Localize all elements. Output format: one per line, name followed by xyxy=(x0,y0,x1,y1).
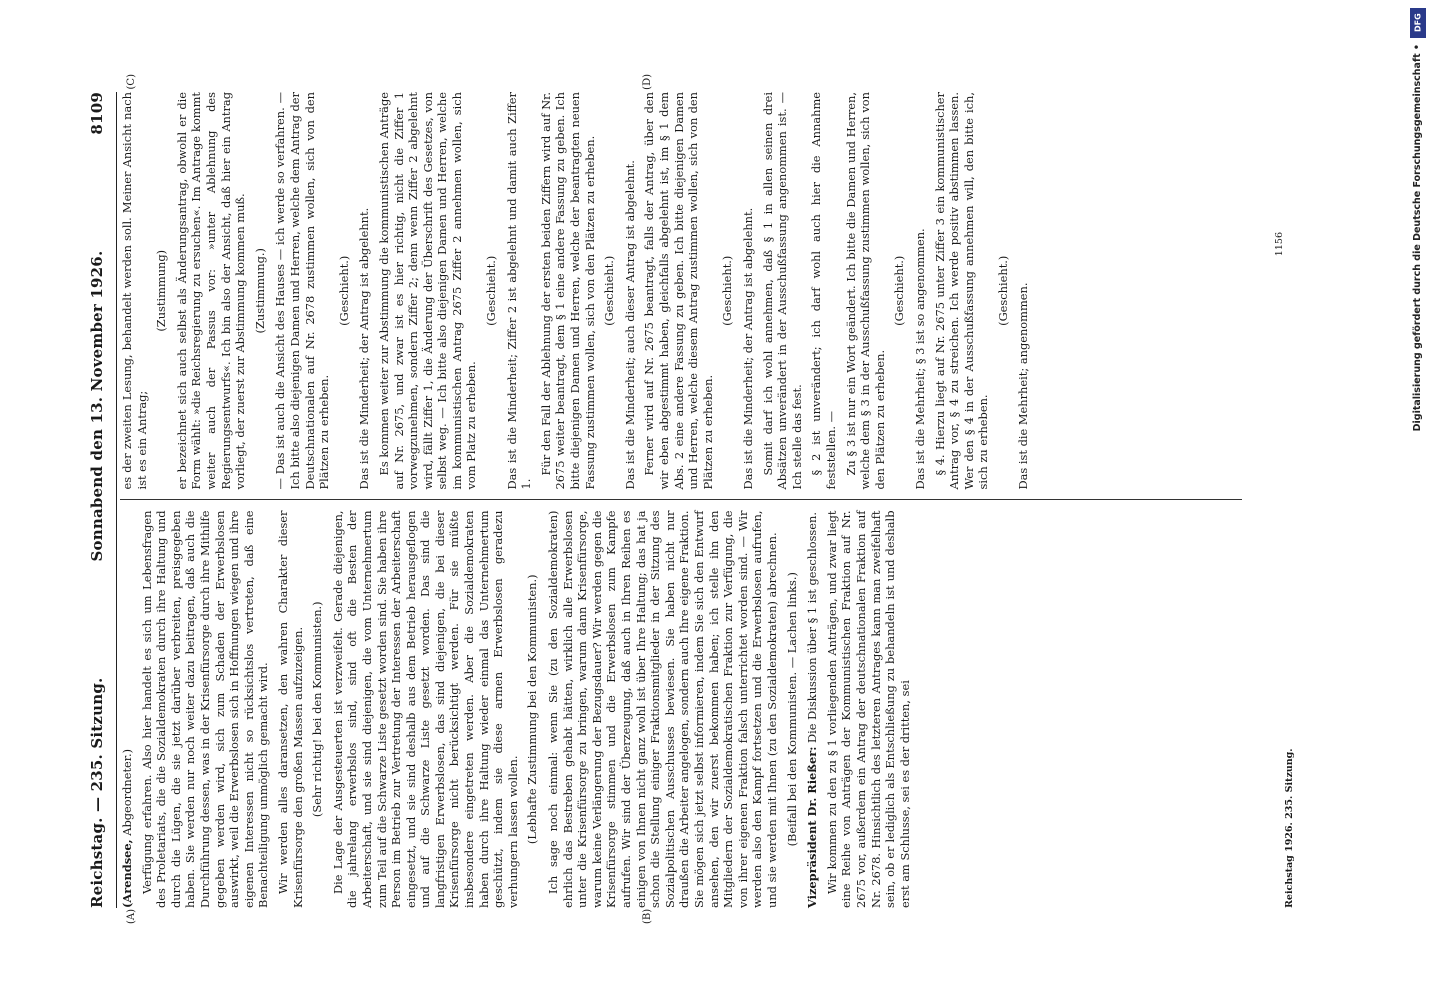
paragraph: Es kommen weiter zur Abstimmung die kommunistischen Anträge auf Nr. 2675, und zwar ist es hier richtig, nicht die Ziffer 1 vorwegzunehmen, sondern Ziffer 2; denn wenn Ziffer 2 abgelehnt wird, fällt Ziffer 1, die Änderung der Überschrift des Gesetzes, von selbst weg. — Ich bitte also diejenigen Damen und Herren, welche im kommunistischen Antrag 2675 Ziffer 2 annehmen wollen, sich vom Platz zu erheben. xyxy=(376,92,479,490)
speaker-paragraph xyxy=(120,511,135,909)
paragraph: Das ist die Minderheit; der Antrag ist abgelehnt. xyxy=(740,207,755,490)
paragraph: Somit darf ich wohl annehmen, daß § 1 in allen seinen drei Absätzen unverändert in der Ausschußfassung angenommen ist. — Ich stelle das fest. xyxy=(760,92,804,490)
margin-marker-c: (C) xyxy=(126,74,137,90)
stage-direction: (Geschieht.) xyxy=(336,255,351,326)
stage-direction: (Sehr richtig! bei den Kommunisten.) xyxy=(310,601,325,818)
paragraph: Das ist die Minderheit; der Antrag ist abgelehnt. xyxy=(357,207,372,490)
right-column xyxy=(120,92,1242,490)
paragraph: Zu § 3 ist nur ein Wort geändert. Ich bitte die Damen und Herren, welche dem § 3 in der Ausschußfassung zustimmen wollen, sich von den Plätzen zu erheben. xyxy=(843,92,887,490)
header-left: Reichstag. — 235. Sitzung. xyxy=(88,677,106,908)
margin-marker-d: (D) xyxy=(642,74,653,90)
stage-direction: (Beifall bei den Kommunisten. — Lachen links.) xyxy=(784,572,799,847)
paragraph: Wir werden alles daransetzen, den wahren Charakter dieser Krisenfürsorge den großen Massen aufzuzeigen. xyxy=(275,510,305,908)
paragraph: Für den Fall der Ablehnung der ersten beiden Ziffern wird auf Nr. 2675 weiter beantragt, dem § 1 eine andere Fassung zu geben. Ich bitte diejenigen Damen und Herren, welche der beantragten neuen Fassung zustimmen wollen, sich von den Plätzen zu erheben. xyxy=(538,92,597,490)
stage-direction: (Geschieht.) xyxy=(995,255,1010,326)
paragraph: § 2 ist unverändert; ich darf wohl auch hier die Annahme feststellen. — xyxy=(809,92,838,490)
paragraph: Das ist die Minderheit; Ziffer 2 ist abgelehnt und damit auch Ziffer 1. xyxy=(504,92,534,490)
stage-direction: (Zustimmung) xyxy=(154,249,169,332)
paragraph: Wir kommen zu den zu § 1 vorliegenden Anträgen, und zwar liegt eine Reihe von Anträgen der Kommunistischen Fraktion auf Nr. 2675 vor, außerdem ein Antrag der deutschnationalen Fraktion auf Nr. 2678. Hinsichtlich des letzteren Antrages kann man zweifelhaft sein, ob er lediglich als Entschließung zu behandeln ist und deshalb erst am Schlusse, sei es der dritten, sei xyxy=(824,510,912,908)
page-header xyxy=(88,92,114,908)
paragraph: Die Lage der Ausgesteuerten ist verzweifelt. Gerade diejenigen, die jahrelang erwerbslos sind, sind oft die Besten der Arbeiterschaft, und sie sind diejenigen, die vom Unternehmertum zum Teil auf die Schwarze Liste gesetzt worden sind. Sie haben ihre Person im Betrieb zur Vertretung der Interessen der Arbeiterschaft eingesetzt, und sie sind deshalb aus dem Betrieb herausgeflogen und auf die Schwarze Liste gesetzt worden. Das sind die langfristigen Erwerbslosen, das sind diejenigen, die bei dieser Krisenfürsorge nicht berücksichtigt werden. Für sie müßte insbesondere eingetreten werden. Aber die Sozialdemokraten haben durch ihre Haltung wieder einmal das Unternehmertum geschützt, indem sie diese armen Erwerbslosen geradezu verhungern lassen wollen. xyxy=(330,510,520,908)
header-rule xyxy=(116,92,117,908)
document-page xyxy=(82,70,1312,930)
stage-direction: (Zustimmung.) xyxy=(252,248,267,334)
header-center: Sonnabend den 13. November 1926. xyxy=(88,250,106,562)
margin-marker-a: (A) xyxy=(126,908,137,924)
speaker-role: Die Diskussion über § 1 ist geschlossen. xyxy=(805,512,820,743)
page-footer xyxy=(1256,92,1296,908)
dfg-logo: DFG xyxy=(1410,8,1426,38)
paragraph: Ich sage noch einmal: wenn Sie (zu den Sozialdemokraten) ehrlich das Bestreben gehabt hätten, wirklich alle Erwerbslosen unter die Krisenfürsorge zu bringen, warum dann Krisenfürsorge, warum keine Verlängerung der Bezugsdauer? Wir werden gegen die Krisenfürsorge stimmen und die Erwerbslosen zum Kampfe aufrufen. Wir sind der Überzeugung, daß auch in Ihren Reihen es einigen von Ihnen nicht ganz wohl ist über Ihre Haltung; das hat ja schon die Stellung einiger Fraktionsmitglieder in der Sitzung des Sozialpolitischen Ausschusses bewiesen. Sie haben nicht nur draußen die Arbeiter angelogen, sondern auch Ihre eigene Fraktion. Sie mögen sich jetzt selbst informieren, indem Sie sich den Entwurf ansehen, den wir zuerst bekommen haben; ich stelle ihn den Mitgliedern der Sozialdemokratischen Fraktion zur Verfügung, die von ihrer eigenen Fraktion falsch unterrichtet worden sind. — Wir werden also den Kampf fortsetzen und die Erwerbslosen aufrufen, und sie werden mit Ihnen (zu den Sozialdemokraten) abrechnen. xyxy=(546,510,779,908)
speaker-name: (Arendsee, xyxy=(120,839,134,908)
speaker-paragraph xyxy=(805,511,820,909)
digitization-sidebar xyxy=(1404,0,1434,1000)
digitization-credit: Digitalisierung gefördert durch die Deutsche Forschungsgemeinschaft • xyxy=(1412,44,1423,432)
footer-left: Reichstag 1926. 235. Sitzung. xyxy=(1283,748,1295,908)
stage-direction: (Geschieht.) xyxy=(602,255,617,326)
stage-direction: (Geschieht.) xyxy=(892,255,907,326)
speaker-name: Vizepräsident Dr. Rießer: xyxy=(805,746,820,908)
paragraph: § 4. Hierzu liegt auf Nr. 2675 unter Ziffer 3 ein kommunistischer Antrag vor, § 4 zu streichen. Ich werde positiv abstimmen lassen. Wer den § 4 in der Ausschußfassung annehmen will, den bitte ich, sich zu erheben. xyxy=(932,92,991,490)
page-number: 8109 xyxy=(88,92,106,135)
stage-direction: (Geschieht.) xyxy=(484,255,499,326)
column-rule xyxy=(120,500,1242,501)
paragraph: Das ist die Mehrheit; § 3 ist so angenommen. xyxy=(912,228,927,490)
stage-direction: (Lebhafte Zustimmung bei den Kommunisten.) xyxy=(525,574,540,845)
paragraph: er bezeichnet sich auch selbst als Änderungsantrag, obwohl er die Form wählt: »die Reichsregierung zu ersuchen«. Im Antrage kommt weiter auch der Passus vor: »unter Ablehnung des Regierungsentwurfs«. Ich bin also der Ansicht, daß hier ein Antrag vorliegt, der zuerst zur Abstimmung kommen muß. xyxy=(174,92,248,490)
left-column xyxy=(120,511,1242,909)
text-columns xyxy=(120,92,1242,908)
paragraph: — Das ist auch die Ansicht des Hauses — ich werde so verfahren. — Ich bitte also diejenigen Damen und Herren, welche dem Antrag der Deutschnationalen auf Nr. 2678 zustimmen wollen, sich von den Plätzen zu erheben. xyxy=(273,92,332,490)
paragraph: Das ist die Minderheit; auch dieser Antrag ist abgelehnt. xyxy=(622,160,637,490)
stage-direction: (Geschieht.) xyxy=(720,255,735,326)
paragraph: Das ist die Mehrheit; angenommen. xyxy=(1016,282,1031,490)
margin-marker-b: (B) xyxy=(642,908,653,924)
paragraph: Ferner wird auf Nr. 2675 beantragt, falls der Antrag, über den wir eben abgestimmt haben, gleichfalls abgelehnt ist, im § 1 dem Abs. 2 eine andere Fassung zu geben. Ich bitte diejenigen Damen und Herren, welche diesem Antrag zustimmen wollen, sich von den Plätzen zu erheben. xyxy=(642,92,715,490)
paragraph: es der zweiten Lesung, behandelt werden soll. Meiner Ansicht nach ist es ein Antrag; xyxy=(120,92,149,490)
speaker-role: Abgeordneter.) xyxy=(120,748,134,836)
footer-signature-number: 1156 xyxy=(1273,232,1285,257)
paragraph: Verfügung erfahren. Also hier handelt es sich um Lebensfragen des Proletariats, die die Sozialdemokraten durch ihre Haltung und durch die Lügen, die sie jetzt darüber verbreiten, preisgegeben haben. Sie werden nur noch weiter dazu beitragen, daß auch die Durchführung dessen, was in der Krisenfürsorge durch ihre Mithilfe gegeben werden wird, sich zum Schaden der Erwerbslosen auswirkt, weil die Erwerbslosen sich in Hoffnungen wiegen und ihre eigenen Interessen nicht so rücksichtslos vertreten, daß eine Benachteiligung unmöglich gemacht wird. xyxy=(139,510,271,908)
